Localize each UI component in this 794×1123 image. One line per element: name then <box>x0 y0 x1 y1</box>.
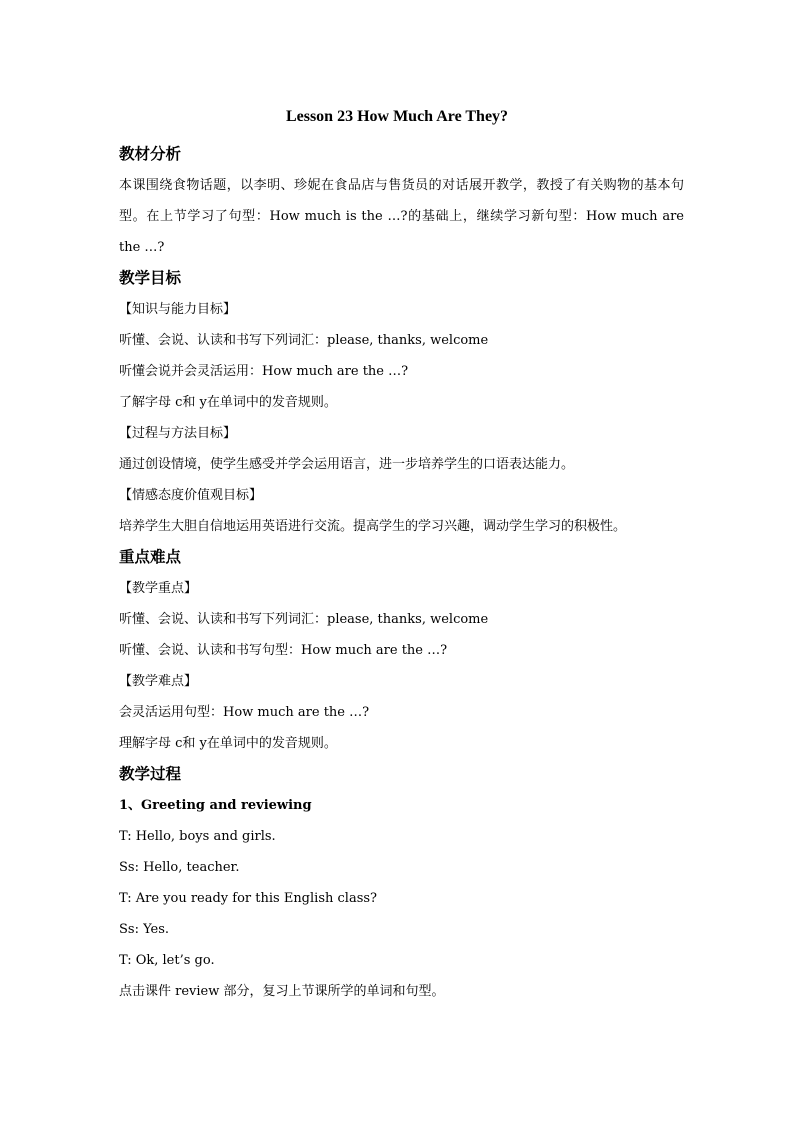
dialogue-line: T: Are you ready for this English class? <box>119 891 378 906</box>
dialogue-line: Ss: Hello, teacher. <box>119 860 240 875</box>
instruction-line: 点击课件 review 部分，复习上节课所学的单词和句型。 <box>119 984 445 999</box>
dialogue-line: Ss: Yes. <box>119 922 170 937</box>
subheading-knowledge: 【知识与能力目标】 <box>119 302 237 317</box>
subheading-emotion: 【情感态度价值观目标】 <box>119 488 263 503</box>
dialogue-line: T: Hello, boys and girls. <box>119 829 276 844</box>
analysis-paragraph: 本课围绕食物话题，以李明、珍妮在食品店与售货员的对话展开教学，教授了有关购物的基本句型。在上节学习了句型：How much is the …?的基础上，继续学习新句型：How much are the …? <box>119 178 684 255</box>
document-body <box>119 139 684 1007</box>
list-item: 听懂、会说、认读和书写下列词汇：please, thanks, welcome <box>119 333 489 348</box>
document-title: Lesson 23 How Much Are They? <box>285 108 509 125</box>
list-item: 理解字母 c和 y在单词中的发音规则。 <box>119 736 337 751</box>
list-item: 会灵活运用句型：How much are the …? <box>119 705 370 720</box>
list-item: 了解字母 c和 y在单词中的发音规则。 <box>119 395 337 410</box>
dialogue-line: T: Ok, let’s go. <box>119 953 215 968</box>
list-item: 听懂会说并会灵活运用：How much are the …? <box>119 364 409 379</box>
section-heading-key-points: 重点难点 <box>119 548 182 566</box>
step-title: 1、Greeting and reviewing <box>119 798 312 813</box>
section-heading-analysis: 教材分析 <box>119 145 182 163</box>
subheading-focus: 【教学重点】 <box>119 581 198 596</box>
list-item: 听懂、会说、认读和书写下列词汇：please, thanks, welcome <box>119 612 489 627</box>
section-heading-process: 教学过程 <box>119 765 182 783</box>
subheading-process-method: 【过程与方法目标】 <box>119 426 237 441</box>
section-heading-objectives: 教学目标 <box>119 269 182 287</box>
list-item: 通过创设情境，使学生感受并学会运用语言，进一步培养学生的口语表达能力。 <box>119 457 575 472</box>
list-item: 听懂、会说、认读和书写句型：How much are the …? <box>119 643 448 658</box>
subheading-difficulty: 【教学难点】 <box>119 674 198 689</box>
list-item: 培养学生大胆自信地运用英语进行交流。提高学生的学习兴趣，调动学生学习的积极性。 <box>119 519 627 534</box>
